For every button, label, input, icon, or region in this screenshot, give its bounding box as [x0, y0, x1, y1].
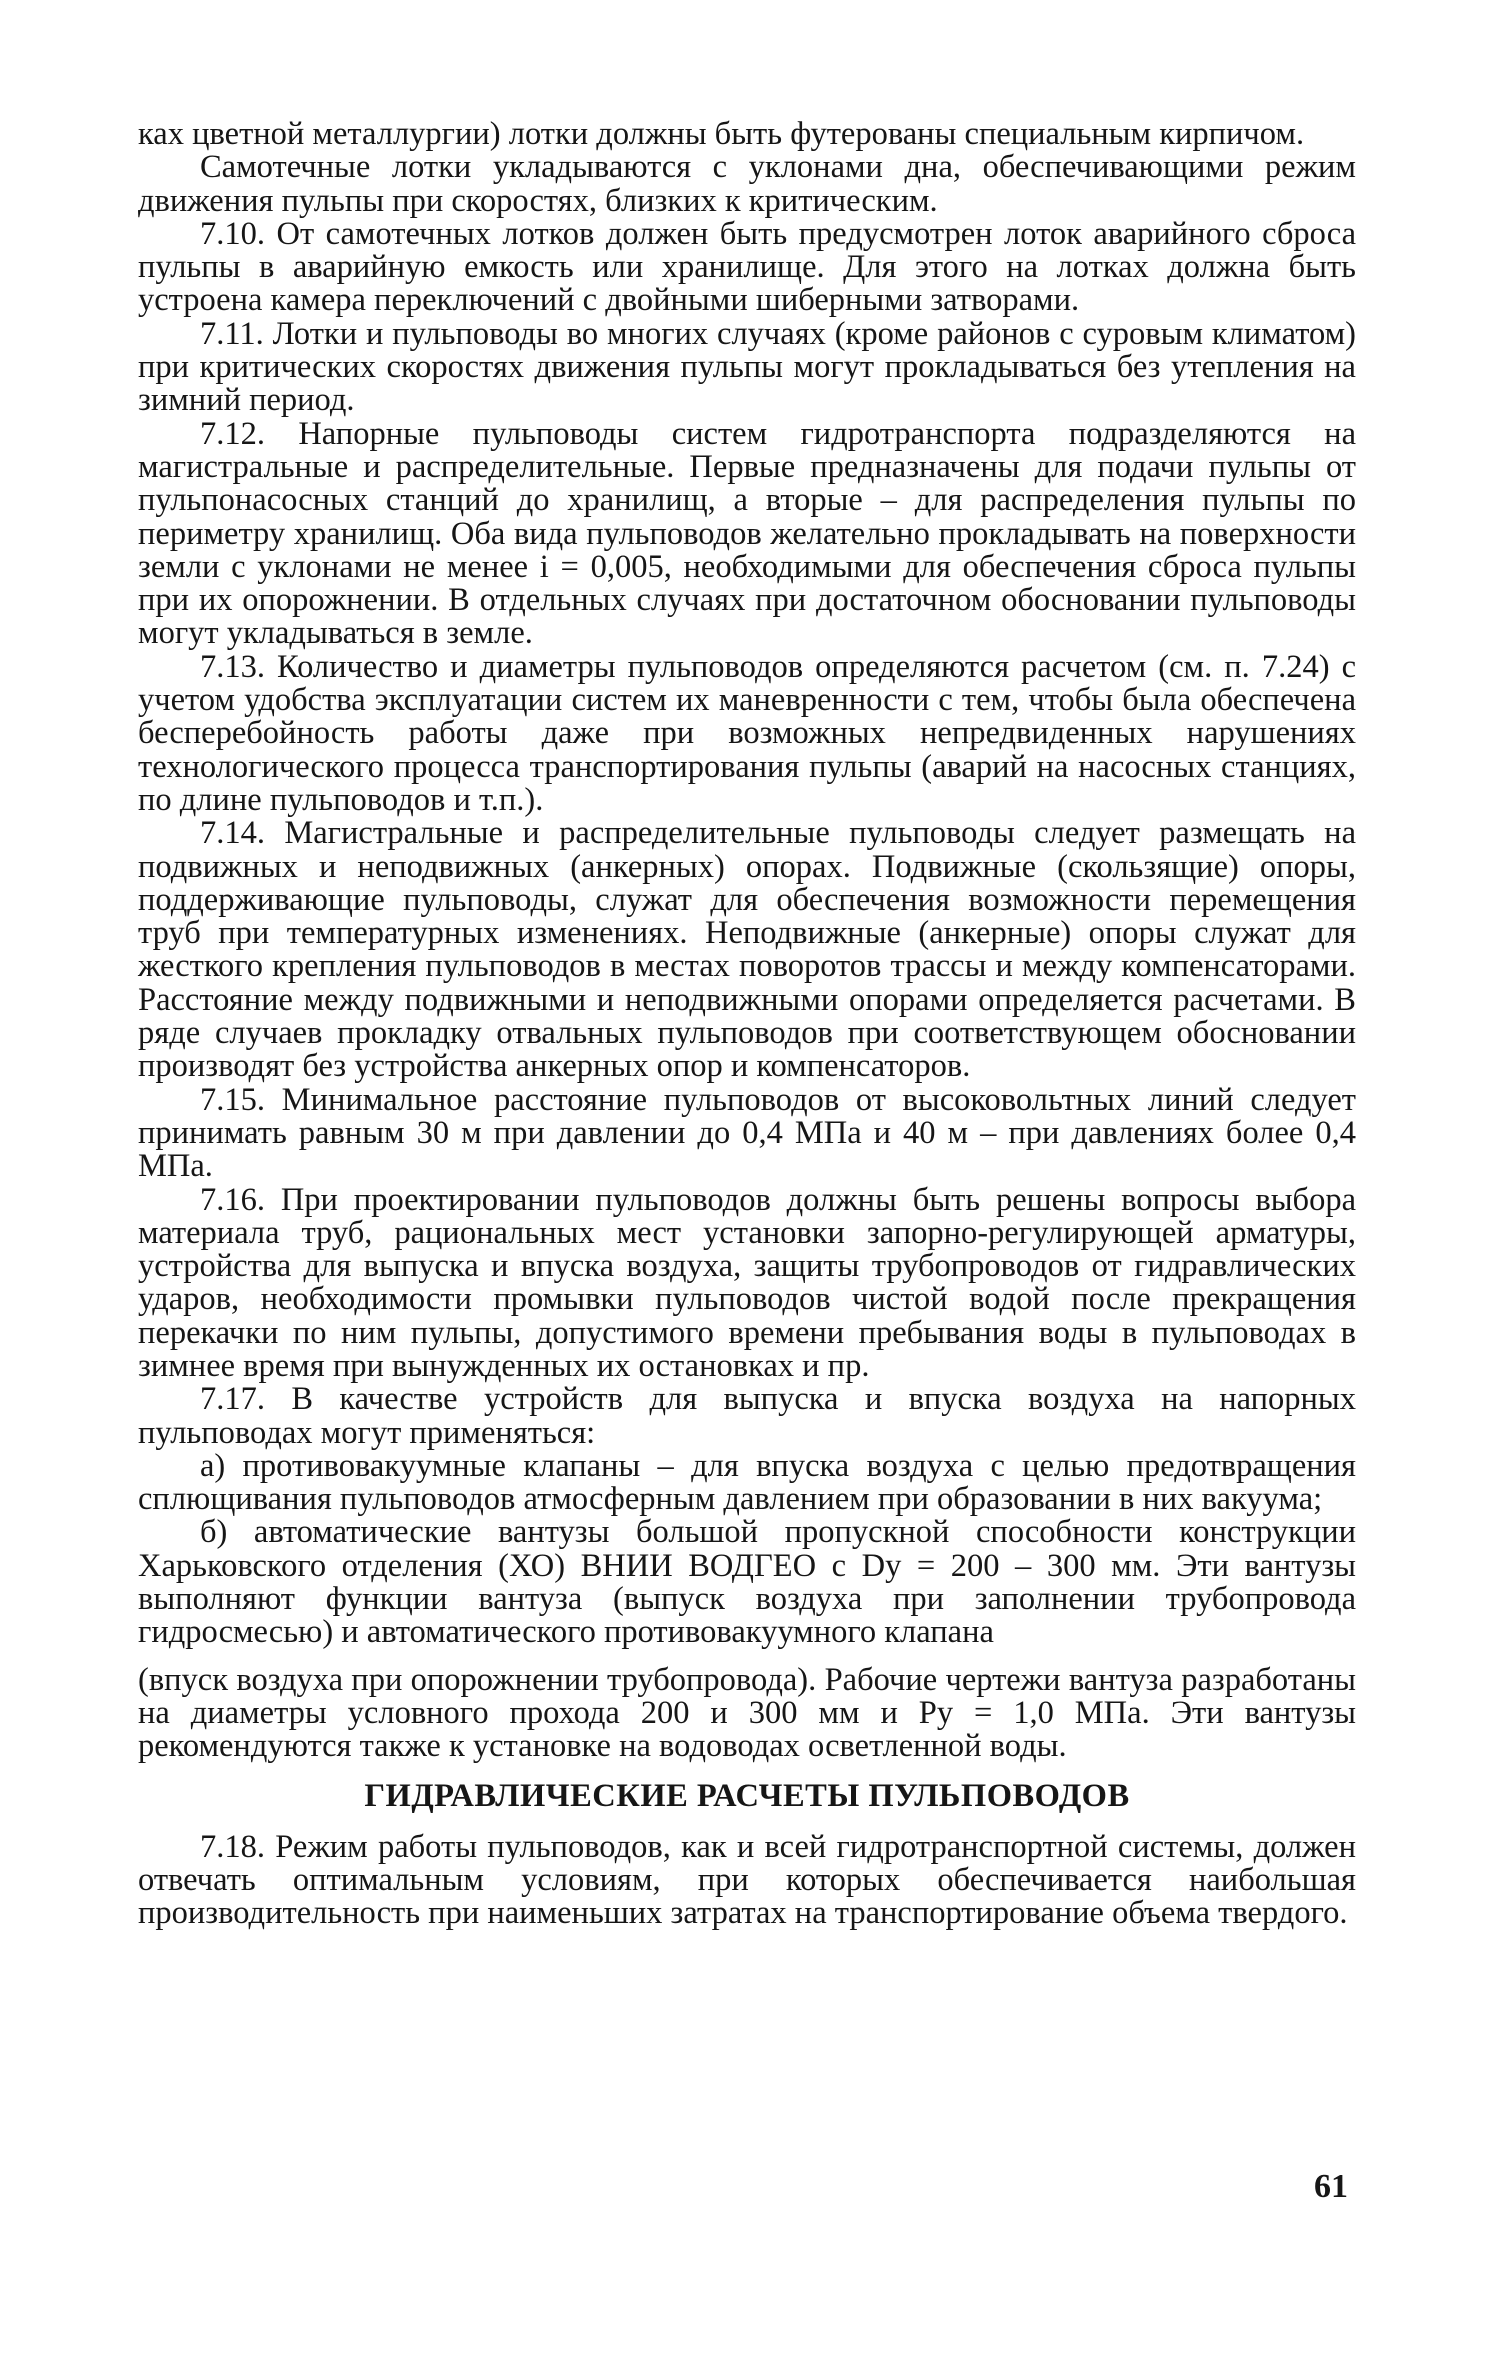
paragraph-7-18: 7.18. Режим работы пульповодов, как и всей гидротранспортной системы, должен отвечать оптимальным условиям, при которых обеспечивается наибольшая производительность при наименьших затратах на транспортирование объема твердого. — [138, 1828, 1356, 1932]
paragraph-7-11: 7.11. Лотки и пульповоды во многих случаях (кроме районов с суровым климатом) при критических скоростях движения пульпы могут прокладываться без утепления на зимний период. — [138, 315, 1356, 419]
page-number: 61 — [1314, 2168, 1348, 2205]
paragraph-self-flowing-trays: Самотечные лотки укладываются с уклонами дна, обеспечивающими режим движения пульпы при скоростях, близких к критическим. — [138, 149, 1356, 219]
list-item-b: б) автоматические вантузы большой пропускной способности конструкции Харьковского отделения (ХО) ВНИИ ВОДГЕО с Dу = 200 – 300 мм. Эти вантузы выполняют функции вантуза (выпуск воздуха при заполнении трубопровода гидросмесью) и автоматического противовакуумного клапана — [138, 1514, 1356, 1651]
list-item-a: а) противовакуумные клапаны – для впуска воздуха с целью предотвращения сплющивания пульповодов атмосферным давлением при образовании в них вакуума; — [138, 1447, 1356, 1518]
body-text — [138, 118, 1356, 1931]
paragraph-continuation: ках цветной металлургии) лотки должны быть футерованы специальным кирпичом. — [138, 116, 1305, 152]
paragraph-7-13: 7.13. Количество и диаметры пульповодов определяются расчетом (см. п. 7.24) с учетом удобства эксплуатации систем их маневренности с тем, чтобы была обеспечена бесперебойность работы даже при возможных непредвиденных нарушениях технологического процесса транспортирования пульпы (аварий на насосных станциях, по длине пульповодов и т.п.). — [138, 648, 1356, 818]
paragraph-7-12: 7.12. Напорные пульповоды систем гидротранспорта подразделяются на магистральные и распределительные. Первые предназначены для подачи пульпы от пульпонасосных станций до хранилищ, а вторые – для распределения пульпы по периметру хранилищ. Оба вида пульповодов желательно прокладывать на поверхности земли с уклонами не менее i = 0,005, необходимыми для обеспечения сброса пульпы при их опорожнении. В отдельных случаях при достаточном обосновании пульповоды могут укладываться в земле. — [138, 415, 1356, 652]
paragraph-7-16: 7.16. При проектировании пульповодов должны быть решены вопросы выбора материала труб, рациональных мест установки запорно-регулирующей арматуры, устройства для выпуска и впуска воздуха, защиты трубопроводов от гидравлических ударов, необходимости промывки пульповодов чистой водой после прекращения перекачки по ним пульпы, допустимого времени пребывания воды в пульповодах в зимнее время при вынужденных их остановках и пр. — [138, 1181, 1356, 1384]
paragraph-7-10: 7.10. От самотечных лотков должен быть предусмотрен лоток аварийного сброса пульпы в аварийную емкость или хранилище. Для этого на лотках должна быть устроена камера переключений с двойными шиберными затворами. — [138, 215, 1356, 319]
section-heading: ГИДРАВЛИЧЕСКИЕ РАСЧЕТЫ ПУЛЬПОВОДОВ — [364, 1777, 1130, 1814]
paragraph-7-17: 7.17. В качестве устройств для выпуска и впуска воздуха на напорных пульповодах могут применяться: — [138, 1381, 1356, 1451]
paragraph-7-15: 7.15. Минимальное расстояние пульповодов от высоковольтных линий следует принимать равным 30 м при давлении до 0,4 МПа и 40 м – при давлениях более 0,4 МПа. — [138, 1081, 1356, 1185]
paragraph-vent-continuation: (впуск воздуха при опорожнении трубопровода). Рабочие чертежи вантуза разработаны на диаметры условного прохода 200 и 300 мм и Pу = 1,0 МПа. Эти вантузы рекомендуются также к установке на водоводах осветленной воды. — [138, 1661, 1356, 1765]
paragraph-7-14: 7.14. Магистральные и распределительные пульповоды следует размещать на подвижных и неподвижных (анкерных) опорах. Подвижные (скользящие) опоры, поддерживающие пульповоды, служат для обеспечения возможности перемещения труб при температурных изменениях. Неподвижные (анкерные) опоры служат для жесткого крепления пульповодов в местах поворотов трассы и между компенсаторами. Расстояние между подвижными и неподвижными опорами определяется расчетами. В ряде случаев прокладку отвальных пульповодов при соответствующем обосновании производят без устройства анкерных опор и компенсаторов. — [138, 815, 1356, 1085]
